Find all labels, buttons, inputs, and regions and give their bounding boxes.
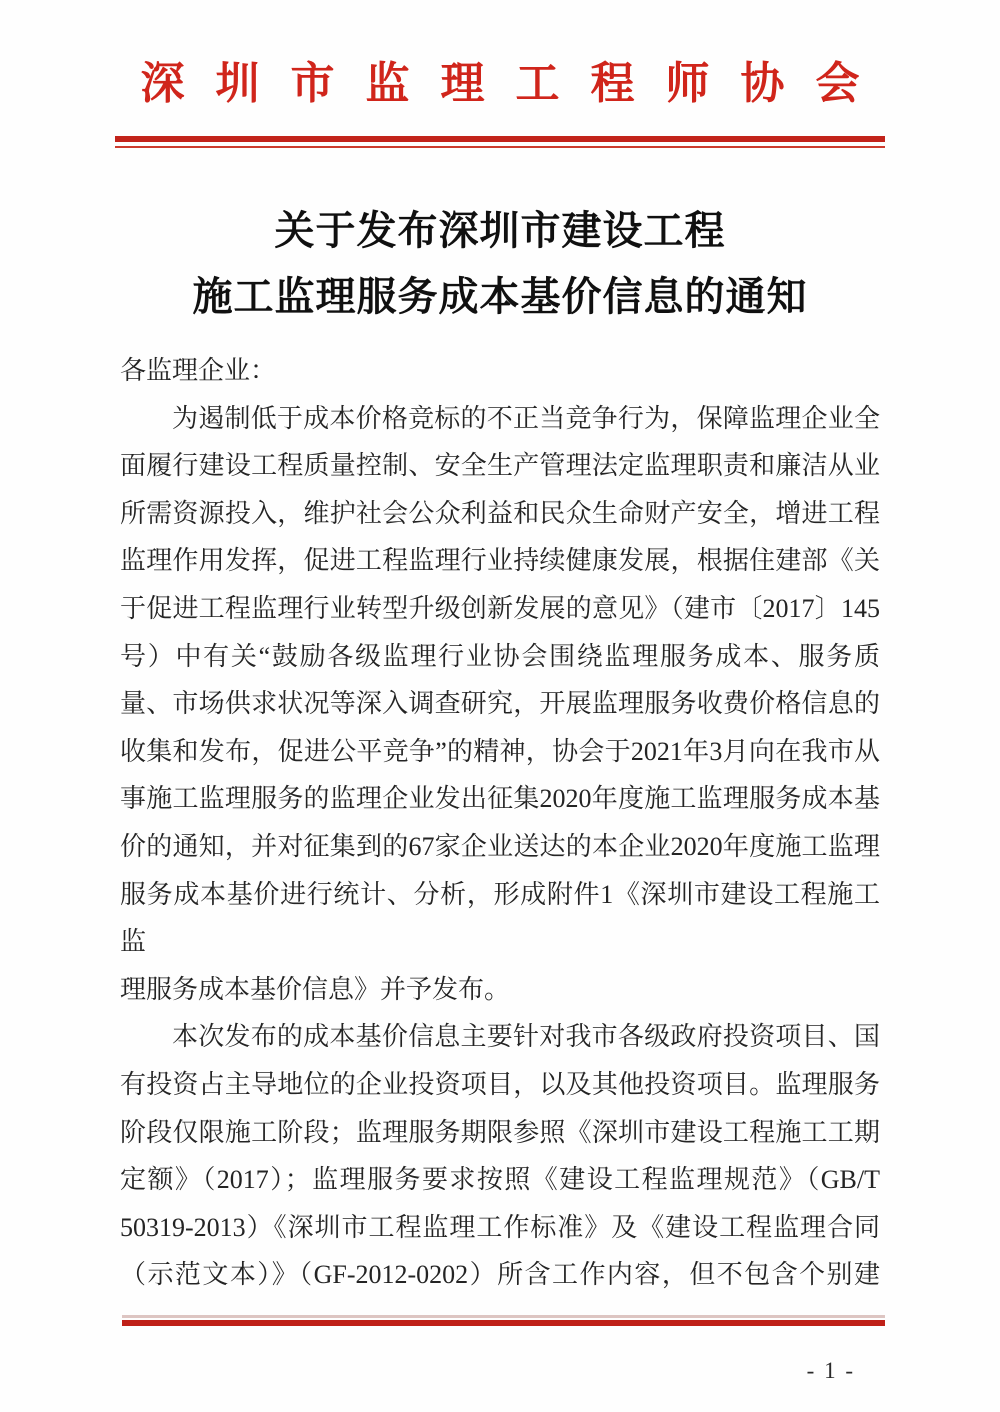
body-line: 阶段仅限施工阶段；监理服务期限参照《深圳市建设工程施工工期 <box>120 1117 880 1147</box>
footer-rule-thick <box>122 1320 885 1326</box>
document-title-line-1: 关于发布深圳市建设工程 <box>274 208 726 253</box>
letterhead-rule-thin <box>115 146 885 148</box>
body-line: 50319-2013）《深圳市工程监理工作标准》及《建设工程监理合同 <box>120 1212 880 1242</box>
body-line: 理服务成本基价信息》并予发布。 <box>120 974 511 1004</box>
page-footer <box>0 1315 1000 1384</box>
body-line: 有投资占主导地位的企业投资项目，以及其他投资项目。监理服务 <box>120 1069 880 1099</box>
body-line: 服务成本基价进行统计、分析，形成附件1《深圳市建设工程施工监 <box>120 879 880 957</box>
document-body <box>120 347 880 1299</box>
body-line: 于促进工程监理行业转型升级创新发展的意见》（建市〔2017〕145 <box>120 593 880 623</box>
document-title-line-2: 施工监理服务成本基价信息的通知 <box>192 274 808 319</box>
salutation: 各监理企业： <box>120 356 277 385</box>
letterhead <box>0 58 1000 148</box>
letterhead-rules <box>115 136 885 148</box>
body-line: 面履行建设工程质量控制、安全生产管理法定监理职责和廉洁从业 <box>120 451 880 481</box>
body-line: 定额》（2017）；监理服务要求按照《建设工程监理规范》（GB/T <box>120 1165 880 1195</box>
footer-rules <box>122 1315 885 1326</box>
footer-rule-light <box>122 1315 885 1318</box>
body-line: 事施工监理服务的监理企业发出征集2020年度施工监理服务成本基 <box>120 784 880 814</box>
body-line: 监理作用发挥，促进工程监理行业持续健康发展，根据住建部《关 <box>120 546 880 576</box>
org-name: 深圳市监理工程师协会 <box>140 59 891 108</box>
body-line: （示范文本）》（GF-2012-0202）所含工作内容，但不包含个别建 <box>120 1260 880 1290</box>
body-line: 为遏制低于成本价格竞标的不正当竞争行为，保障监理企业全 <box>172 403 880 433</box>
body-line: 收集和发布，促进公平竞争”的精神，协会于2021年3月向在我市从 <box>120 736 880 766</box>
body-line: 价的通知，并对征集到的67家企业送达的本企业2020年度施工监理 <box>120 831 880 861</box>
body-line: 量、市场供求状况等深入调查研究，开展监理服务收费价格信息的 <box>120 689 880 719</box>
body-line: 号）中有关“鼓励各级监理行业协会围绕监理服务成本、服务质 <box>120 641 880 671</box>
page-number: - 1 - <box>806 1357 855 1383</box>
body-line: 本次发布的成本基价信息主要针对我市各级政府投资项目、国 <box>172 1022 880 1052</box>
body-line: 所需资源投入，维护社会公众利益和民众生命财产安全，增进工程 <box>120 498 880 528</box>
document-title <box>0 198 1000 330</box>
letterhead-rule-thick <box>115 136 885 142</box>
